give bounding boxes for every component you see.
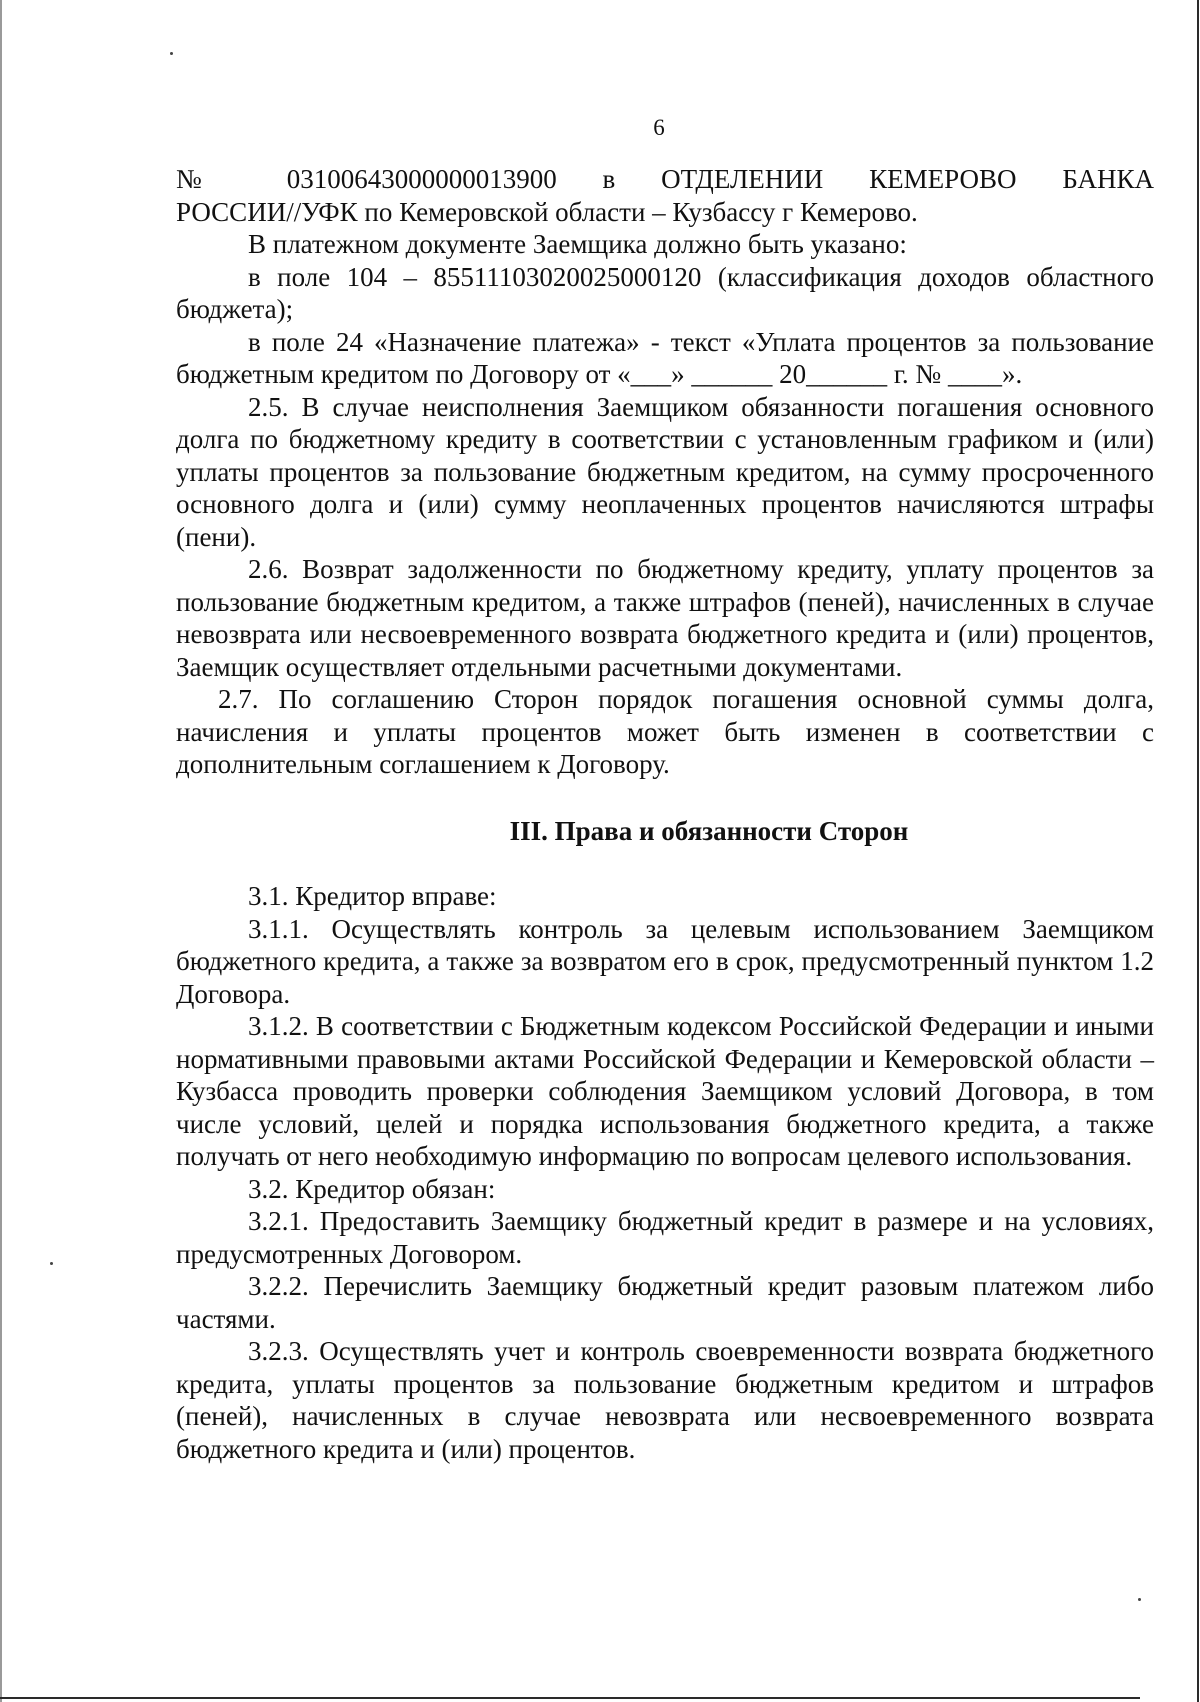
- clause-2-5: 2.5. В случае неисполнения Заемщиком обязанности погашения основного долга по бюджетному кредиту в соответствии с установленным графиком и (или) уплаты процентов за пользование бюджетным кредитом, на сумму просроченного основного долга и (или) сумму неоплаченных процентов начисляются штрафы (пени).: [176, 391, 1154, 552]
- section-heading: III. Права и обязанности Сторон: [509, 815, 909, 846]
- document-body: [176, 163, 1154, 1465]
- clause-3-2-3: 3.2.3. Осуществлять учет и контроль своевременности возврата бюджетного кредита, уплаты процентов за пользование бюджетным кредитом и штрафов (пеней), начисленных в случае невозврата или несвоевременного возврата бюджетного кредита и (или) процентов.: [176, 1336, 1154, 1464]
- paragraph-field-104: в поле 104 – 85511103020025000120 (классификация доходов областного бюджета);: [176, 261, 1154, 324]
- scan-edge-right: [1197, 0, 1199, 1702]
- clause-2-6: 2.6. Возврат задолженности по бюджетному кредиту, уплату процентов за пользование бюджетным кредитом, а также штрафов (пеней), начисленных в случае невозврата или несвоевременного возврата бюджетного кредита и (или) процентов, Заемщик осуществляет отдельными расчетными документами.: [176, 554, 1154, 682]
- scan-speck: [170, 52, 173, 55]
- clause-2-7: 2.7. По соглашению Сторон порядок погашения основной суммы долга, начисления и уплаты процентов может быть изменен в соответствии с дополнительным соглашением к Договору.: [176, 684, 1154, 779]
- scan-speck: [1138, 1598, 1141, 1601]
- clause-3-1-2: 3.1.2. В соответствии с Бюджетным кодексом Российской Федерации и иными нормативными правовыми актами Российской Федерации и Кемеровской области – Кузбасса проводить проверки соблюдения Заемщиком условий Договора, в том числе условий, целей и порядка использования бюджетного кредита, а также получать от него необходимую информацию по вопросам целевого использования.: [176, 1011, 1154, 1171]
- page-number: 6: [653, 115, 665, 140]
- clause-3-2-1: 3.2.1. Предоставить Заемщику бюджетный кредит в размере и на условиях, предусмотренных Договором.: [176, 1206, 1154, 1269]
- paragraph-field-24: в поле 24 «Назначение платежа» - текст «Уплата процентов за пользование бюджетным кредитом по Договору от «___» ______ 20______ г. № ____».: [176, 326, 1154, 389]
- scan-edge-bottom: [0, 1697, 1140, 1699]
- clause-3-2-2: 3.2.2. Перечислить Заемщику бюджетный кредит разовым платежом либо частями.: [176, 1271, 1154, 1334]
- scan-speck: [50, 1262, 53, 1265]
- paragraph-payment-doc: В платежном документе Заемщика должно быть указано:: [248, 229, 907, 259]
- paragraph-account-number: № 03100643000000013900 в ОТДЕЛЕНИИ КЕМЕРОВО БАНКА: [176, 164, 1154, 194]
- clause-3-1-1: 3.1.1. Осуществлять контроль за целевым использованием Заемщиком бюджетного кредита, а также за возвратом его в срок, предусмотренный пунктом 1.2 Договора.: [176, 913, 1154, 1009]
- scan-edge-left: [0, 0, 2, 1702]
- clause-3-2: 3.2. Кредитор обязан:: [248, 1173, 496, 1204]
- paragraph-account-bank: РОССИИ//УФК по Кемеровской области – Кузбассу г Кемерово.: [176, 196, 918, 227]
- clause-3-1: 3.1. Кредитор вправе:: [248, 881, 497, 911]
